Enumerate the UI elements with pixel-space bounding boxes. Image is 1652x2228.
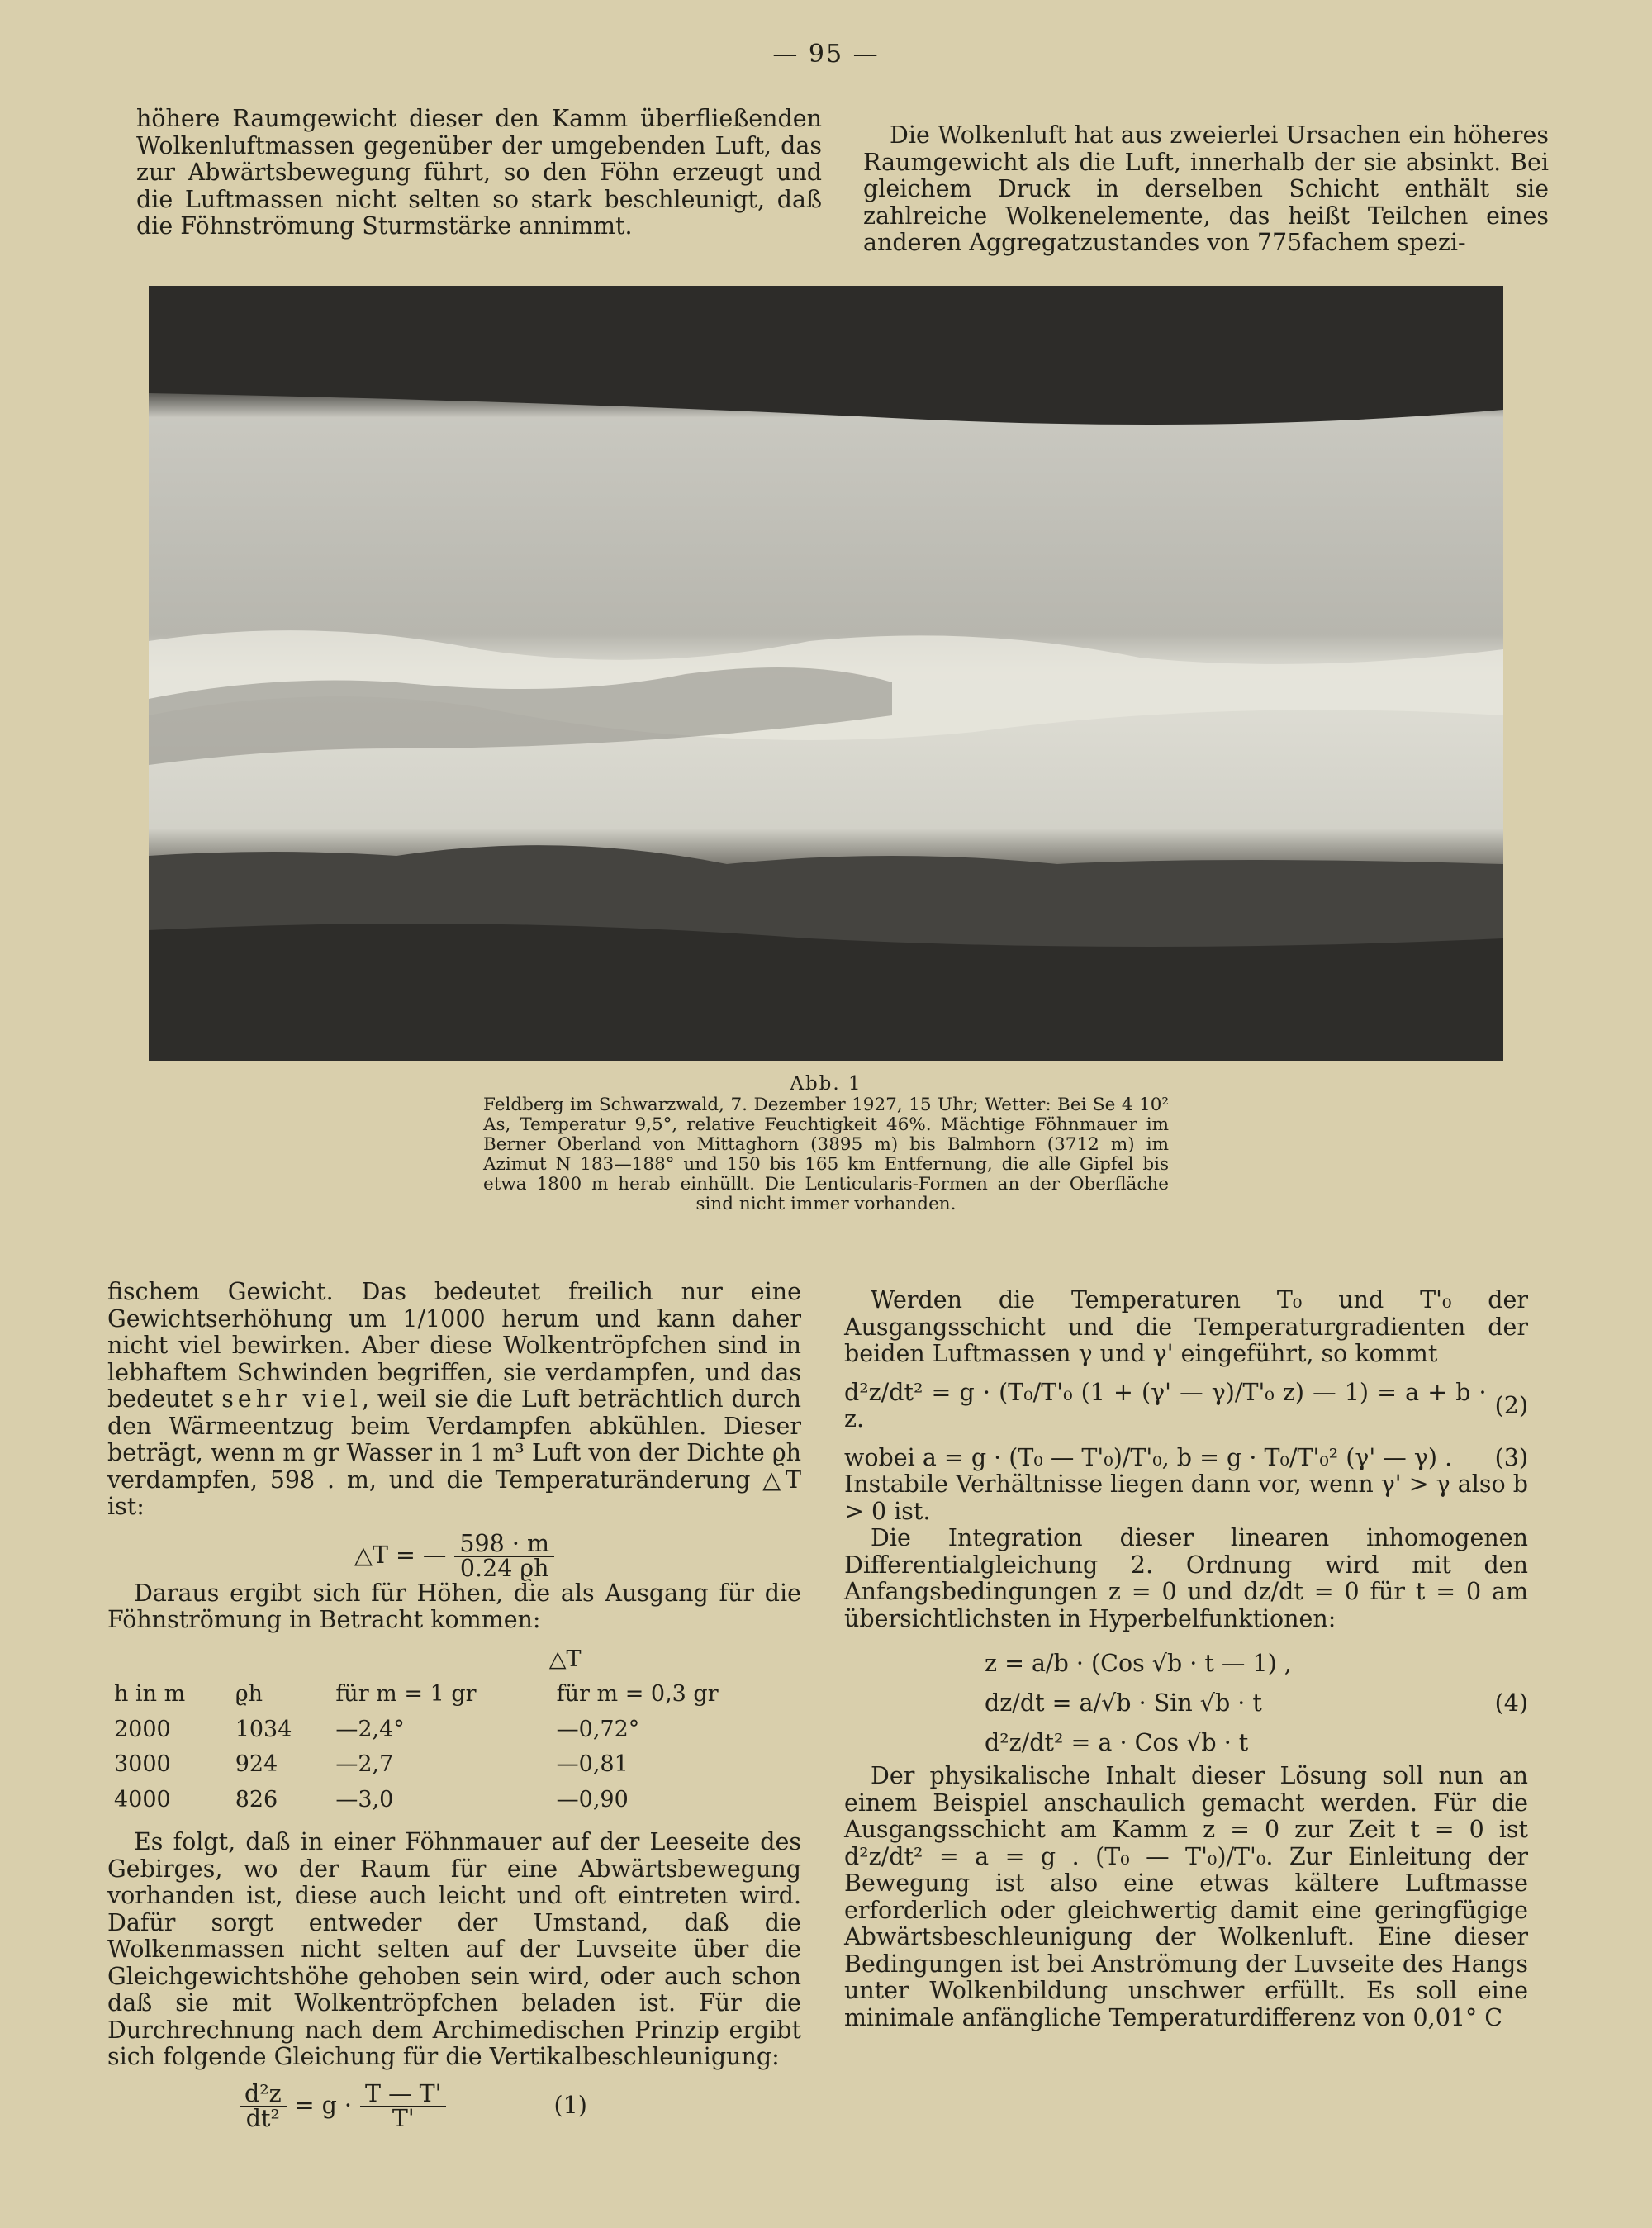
figure-caption [483,1074,1169,1214]
photo-foehn-wall [149,286,1503,1061]
column-bottom-left [107,1279,801,2131]
table-cell: —2,7 [335,1751,394,1777]
equation-3 [844,1445,1528,1472]
paragraph: Instabile Verhältnisse liegen dann vor, wenn γ' > γ also b > 0 ist. [844,1470,1528,1525]
delta-t-header: △T [548,1646,582,1672]
fraction [360,2079,446,2132]
equation-line: z = a/b · (Cos √b · t — 1) , [985,1650,1292,1677]
table-cell: 3000 [114,1751,171,1777]
paragraph: Daraus ergibt sich für Höhen, die als Ausgang für die Föhnströmung in Betracht kommen: [107,1579,801,1633]
paragraph: Der physikalische Inhalt dieser Lösung soll nun an einem Beispiel anschaulich gemacht werden. Für die Ausgangsschicht am Kamm z = 0 zur Zeit t = 0 ist d²z/dt² = a = g . (T₀ — T'₀)/T'₀. Zur Einleitung der Bewegung ist also eine etwas kältere Luftmasse erforderlich oder gleichwertig damit eine geringfügige Abwärtsbeschleunigung der Wolkenluft. Eine dieser Bedingungen ist bei Anströmung der Luvseite des Hangs unter Wolkenbildung unschwer erfüllt. Es soll eine minimale anfängliche Temperaturdifferenz von 0,01° C [844,1762,1528,2031]
equation-lhs: △T = — [354,1542,447,1570]
equation-4-block [844,1644,1528,1763]
table-cell: —2,4° [335,1716,405,1742]
equation-number: (1) [553,2092,587,2120]
equation-operator: = g · [294,2092,352,2120]
paragraph: Es folgt, daß in einer Föhnmauer auf der Leeseite des Gebirges, wo der Raum für eine Abwärtsbewegung vorhanden ist, diese auch leicht und oft eintreten wird. Dafür sorgt entweder der Umstand, daß die Wolkenmassen nicht selten auf der Luvseite über die Gleichgewichtshöhe gehoben sein wird, oder auch schon daß sie mit Wolkentröpfchen beladen ist. Für die Durchrechnung nach dem Archimedischen Prinzip ergibt sich folgende Gleichung für die Vertikalbeschleunigung: [107,1828,801,2070]
equation-2 [844,1380,1528,1433]
numerator: 598 · m [454,1532,554,1557]
paragraph: Werden die Temperaturen T₀ und T'₀ der Ausgangsschicht und die Temperaturgradienten der beiden Luftmassen γ und γ' eingeführt, so kommt [844,1286,1528,1367]
equation-delta-t [107,1529,801,1582]
table-cell: —0,81 [556,1751,629,1777]
table-header: für m = 1 gr [335,1681,477,1707]
table-cell: 2000 [114,1716,171,1742]
table-subheader-row [107,1642,801,1678]
numerator: T — T' [360,2083,446,2107]
fraction [454,1529,554,1582]
paragraph: höhere Raumgewicht dieser den Kamm überfließenden Wolkenluftmassen gegenüber der umgebenden Luft, das zur Abwärtsbewegung führt, so den Föhn erzeugt und die Luftmassen nicht selten so stark beschleunigt, daß die Föhnströmung Sturmstärke annimmt. [136,105,822,240]
photo-illustration [149,286,1503,1061]
paragraph: Die Integration dieser linearen inhomogenen Differentialgleichung 2. Ordnung wird mit den Anfangsbedingungen z = 0 und dz/dt = 0 für t = 0 am übersichtlichsten in Hyperbelfunktionen: [844,1524,1528,1632]
text-run: , weil sie die Luft beträchtlich durch den Wärmeentzug beim Verdampfen abkühlen. Dieser beträgt, wenn m gr Wasser in 1 m³ Luft von der Dichte ϱh verdampfen, 598 . m, und die Temperaturänderung △T ist: [107,1385,802,1520]
denominator: T' [392,2104,415,2132]
table-header-row [107,1677,801,1713]
table-row [107,1747,801,1783]
table-header: für m = 0,3 gr [556,1681,719,1707]
table-row [107,1713,801,1748]
page-number: — 95 — [772,40,880,69]
table-header: h in m [114,1681,186,1707]
equation-line: d²z/dt² = a · Cos √b · t [985,1729,1249,1756]
table-cell: 826 [235,1786,278,1812]
caption-text: Feldberg im Schwarzwald, 7. Dezember 1927, 15 Uhr; Wetter: Bei Se 4 10² As, Temperatur 9,5°, relative Feuchtigkeit 46%. Mächtige Föhnmauer im Berner Oberland von Mittaghorn (3895 m) bis Balmhorn (3712 m) im Azimut N 183—188° und 150 bis 165 km Entfernung, die alle Gipfel bis etwa 1800 m herab einhüllt. Die Lenticularis-Formen an der Oberfläche sind nicht immer vorhanden. [483,1095,1169,1214]
column-bottom-right [844,1287,1528,2031]
equation-number: (4) [1494,1689,1528,1717]
table-cell: 924 [235,1751,278,1777]
table-cell: —0,90 [556,1786,629,1812]
data-table [107,1642,801,1818]
equation-body: d²z/dt² = g · (T₀/T'₀ (1 + (γ' — γ)/T'₀ z) — 1) = a + b · z. [844,1378,1487,1432]
equation-body: wobei a = g · (T₀ — T'₀)/T'₀, b = g · T₀/T'₀² (γ' — γ) . [844,1443,1453,1471]
text-run: fischem Gewicht. Das bedeutet freilich nur eine Gewichtserhöhung um 1/1000 herum und kann daher nicht viel bewirken. Aber diese Wolkentröpfchen sind in lebhaftem Schwinden begriffen, sie verdampfen, und das bedeutet [107,1278,801,1413]
equation-1 [107,2079,801,2132]
denominator: 0.24 ϱh [459,1554,549,1582]
table-cell: —0,72° [556,1716,640,1742]
column-top-left [136,106,822,240]
paragraph [107,1279,801,1521]
emphasis-spaced: sehr viel [221,1385,362,1413]
fraction [240,2079,287,2132]
table-row [107,1783,801,1818]
table-cell: —3,0 [335,1786,394,1812]
table-header: ϱh [235,1681,263,1707]
table-cell: 1034 [235,1716,292,1742]
figure-label: Abb. 1 [790,1073,862,1095]
denominator: dt² [245,2104,280,2132]
equation-number: (3) [1494,1443,1528,1471]
equation-4-lines [844,1644,1292,1763]
equation-line: dz/dt = a/√b · Sin √b · t [985,1689,1262,1717]
table-cell: 4000 [114,1786,171,1812]
numerator: d²z [240,2083,287,2107]
equation-number: (2) [1494,1391,1528,1419]
column-top-right [863,122,1549,257]
paragraph: Die Wolkenluft hat aus zweierlei Ursachen ein höheres Raumgewicht als die Luft, innerhalb der sie absinkt. Bei gleichem Druck in derselben Schicht enthält sie zahlreiche Wolkenelemente, das heißt Teilchen eines anderen Aggregatzustandes von 775fachem spezi- [863,121,1549,256]
